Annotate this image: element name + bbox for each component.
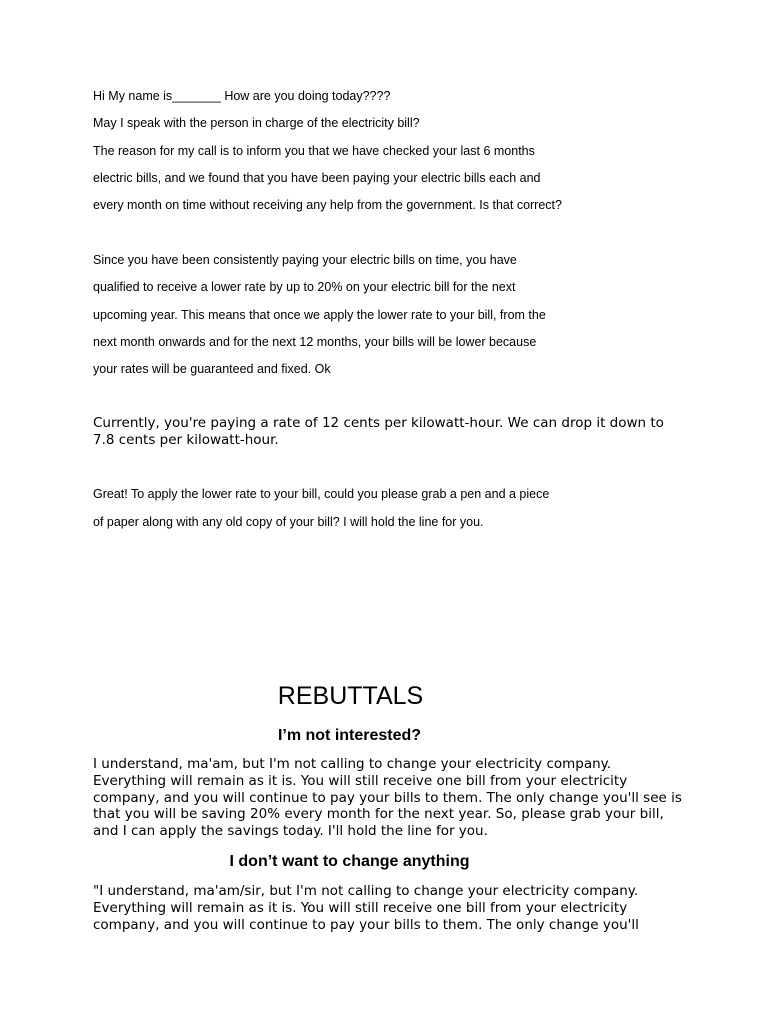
script-line-reason: The reason for my call is to inform you that we have checked your last 6 months bbox=[93, 144, 535, 158]
script-line-qualify: Since you have been consistently paying your electric bills on time, you have bbox=[93, 253, 517, 267]
rate-paragraph: Currently, you're paying a rate of 12 cents per kilowatt-hour. We can drop it down to 7.8 cents per kilowatt-hour. bbox=[93, 415, 664, 448]
script-line-reason-end: every month on time without receiving any help from the government. Is that correct? bbox=[93, 198, 562, 212]
script-line-rates-fixed: your rates will be guaranteed and fixed. Ok bbox=[93, 362, 331, 376]
script-line-apply-rate: Great! To apply the lower rate to your bill, could you please grab a pen and a piece bbox=[93, 487, 550, 501]
script-line-qualify-cont: qualified to receive a lower rate by up to 20% on your electric bill for the next bbox=[93, 280, 516, 294]
rebuttal-text-not-interested: I understand, ma'am, but I'm not calling to change your electricity company. Everything will remain as it is. You will still receive one bill from your electricity company, and you will continue to pay your bills to them. The only change you'll see is that you will be saving 20% every month for the next year. So, please grab your bill, and I can apply the savings today. I'll hold the line for you. bbox=[93, 756, 682, 840]
script-line-upcoming-year: upcoming year. This means that once we apply the lower rate to your bill, from the bbox=[93, 308, 546, 322]
rebuttal-heading-not-interested: I’m not interested? bbox=[277, 727, 422, 744]
script-line-next-month: next month onwards and for the next 12 months, your bills will be lower because bbox=[93, 335, 537, 349]
script-line-hold-line: of paper along with any old copy of your bill? I will hold the line for you. bbox=[93, 515, 484, 529]
rebuttals-title: REBUTTALS bbox=[277, 682, 424, 710]
script-line-greeting: Hi My name is_______ How are you doing today???? bbox=[93, 89, 391, 103]
rebuttal-text-no-change: "I understand, ma'am/sir, but I'm not calling to change your electricity company. Everything will remain as it is. You will still receive one bill from your electricity company, and you will continue to pay your bills to them. The only change you'll bbox=[93, 883, 639, 933]
script-line-reason-cont: electric bills, and we found that you have been paying your electric bills each and bbox=[93, 171, 541, 185]
script-line-ask-person: May I speak with the person in charge of the electricity bill? bbox=[93, 116, 420, 130]
rebuttal-heading-no-change: I don’t want to change anything bbox=[229, 853, 470, 870]
